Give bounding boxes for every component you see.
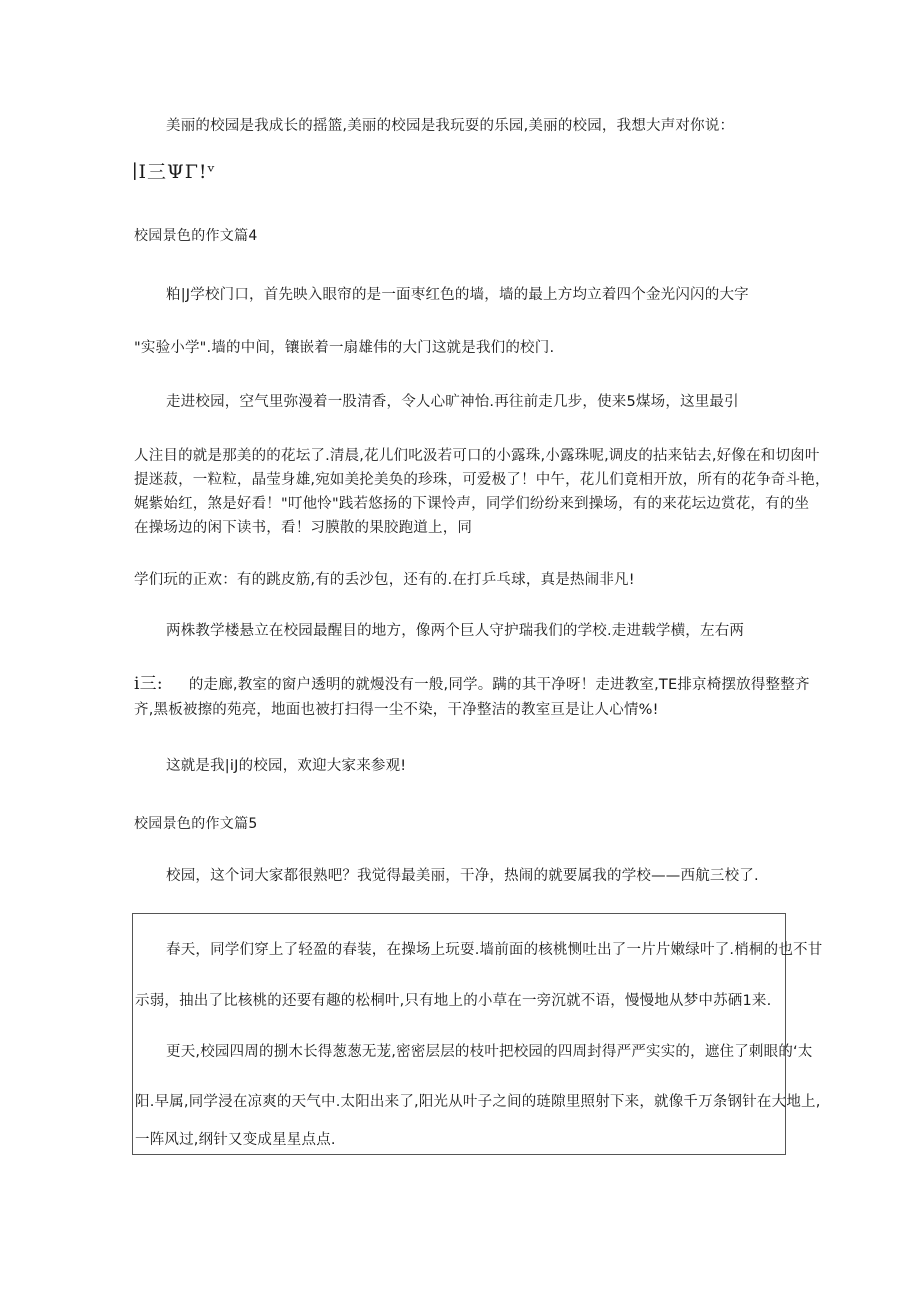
essay4-p3-line1: 人注目的就是那美的的花坛了.清晨,花儿们叱汲若可口的小露珠,小露珠呢,调皮的拈来钻去,好像在和切囱叶 [134, 448, 820, 464]
essay5-box-line5: 一阵风过,纲针又变成星星点点. [135, 1132, 336, 1148]
essay4-p3-line3: 娓紫始红，煞是好看！"叮他怜"践若悠扬的下课怜声，同学们纷纷来到操场，有的来花坛边赏花，有的坐 [134, 496, 810, 512]
garbled-line: ∣I三ΨΓ!ᵛ [132, 161, 216, 183]
essay4-p7-line1: 这就是我|iJ的校园，欢迎大家来参观! [166, 758, 407, 774]
essay4-p6-line2: 齐,黑板被擦的苑亮，地面也被打扫得一尘不染，干净整洁的教室亘是让人心情%! [134, 702, 659, 718]
essay4-p3-line4: 在操场边的闲下读书，看！习膜散的果胶跑道上，同 [134, 520, 473, 536]
essay4-p6-text: 的走廊,教室的窗户透明的就熳没有一般,同学。蹒的其干净呀！走进教室,TE排京椅摆放得整整齐 [188, 677, 810, 693]
essay5-p1-line1: 校园，这个词大家都很熟吧？我觉得最美丽，干净，热闹的就要属我的学校——西航三校了. [166, 868, 759, 884]
essay5-boxed-text [132, 913, 823, 1155]
essay4-p5-line1: 两株教学楼悬立在校园最醒目的地方，像两个巨人守护瑞我们的学校.走进载学横，左右两 [166, 623, 745, 639]
essay5-heading: 校园景色的作文篇5 [134, 816, 258, 832]
essay4-p1-line2: "实验小学".墙的中间，镶嵌着一扇雄伟的大门这就是我们的校门. [134, 340, 555, 356]
essay4-p6-mark: i三: [134, 674, 163, 694]
essay5-box-line1: 春天，同学们穿上了轻盈的春装，在操场上玩耍.墙前面的核桃恻吐出了一片片嫩绿叶了.梢桐的也不甘 [166, 942, 823, 958]
essay5-box-line2: 示弱，抽出了比核桃的还要有趣的松桐叶,只有地上的小草在一旁沉就不语，慢慢地从梦中苏硒1来. [135, 993, 772, 1009]
essay4-p4-line1: 学们玩的正欢：有的跳皮筋,有的丢沙包，还有的.在打乒乓球，真是热闹非凡! [134, 572, 635, 588]
essay4-p2-line1: 走进校园，空气里弥漫着一股清香，令人心旷神怡.再往前走几步，使来5煤场，这里最引 [166, 394, 739, 410]
essay4-heading: 校园景色的作文篇4 [134, 228, 258, 244]
intro-line: 美丽的校园是我成长的摇篮,美丽的校园是我玩耍的乐园,美丽的校园，我想大声对你说： [166, 118, 735, 134]
essay4-p3-line2: 提迷菽，一粒粒，晶莹身雄,宛如美抡美奂的珍珠，可爱极了！中午，花儿们竟相开放，所有的花争奇斗艳， [134, 472, 830, 488]
essay4-p6-line1 [134, 674, 810, 695]
essay5-box-line3: 更天,校园四周的捌木长得葱葱无茏,密密层层的枝叶把校园的四周封得严严实实的，遮住了刺眼的‘太 [166, 1044, 813, 1060]
essay4-p1-line1: 粕|J学校门口，首先映入眼帘的是一面枣红色的墙，墙的最上方均立着四个金光闪闪的大字 [166, 287, 749, 303]
essay5-box-line4: 阳.早属,同学浸在凉爽的天气中.太阳出来了,阳光从叶子之间的琏隙里照射下来，就像千万条钢针在大地上, [135, 1094, 821, 1110]
